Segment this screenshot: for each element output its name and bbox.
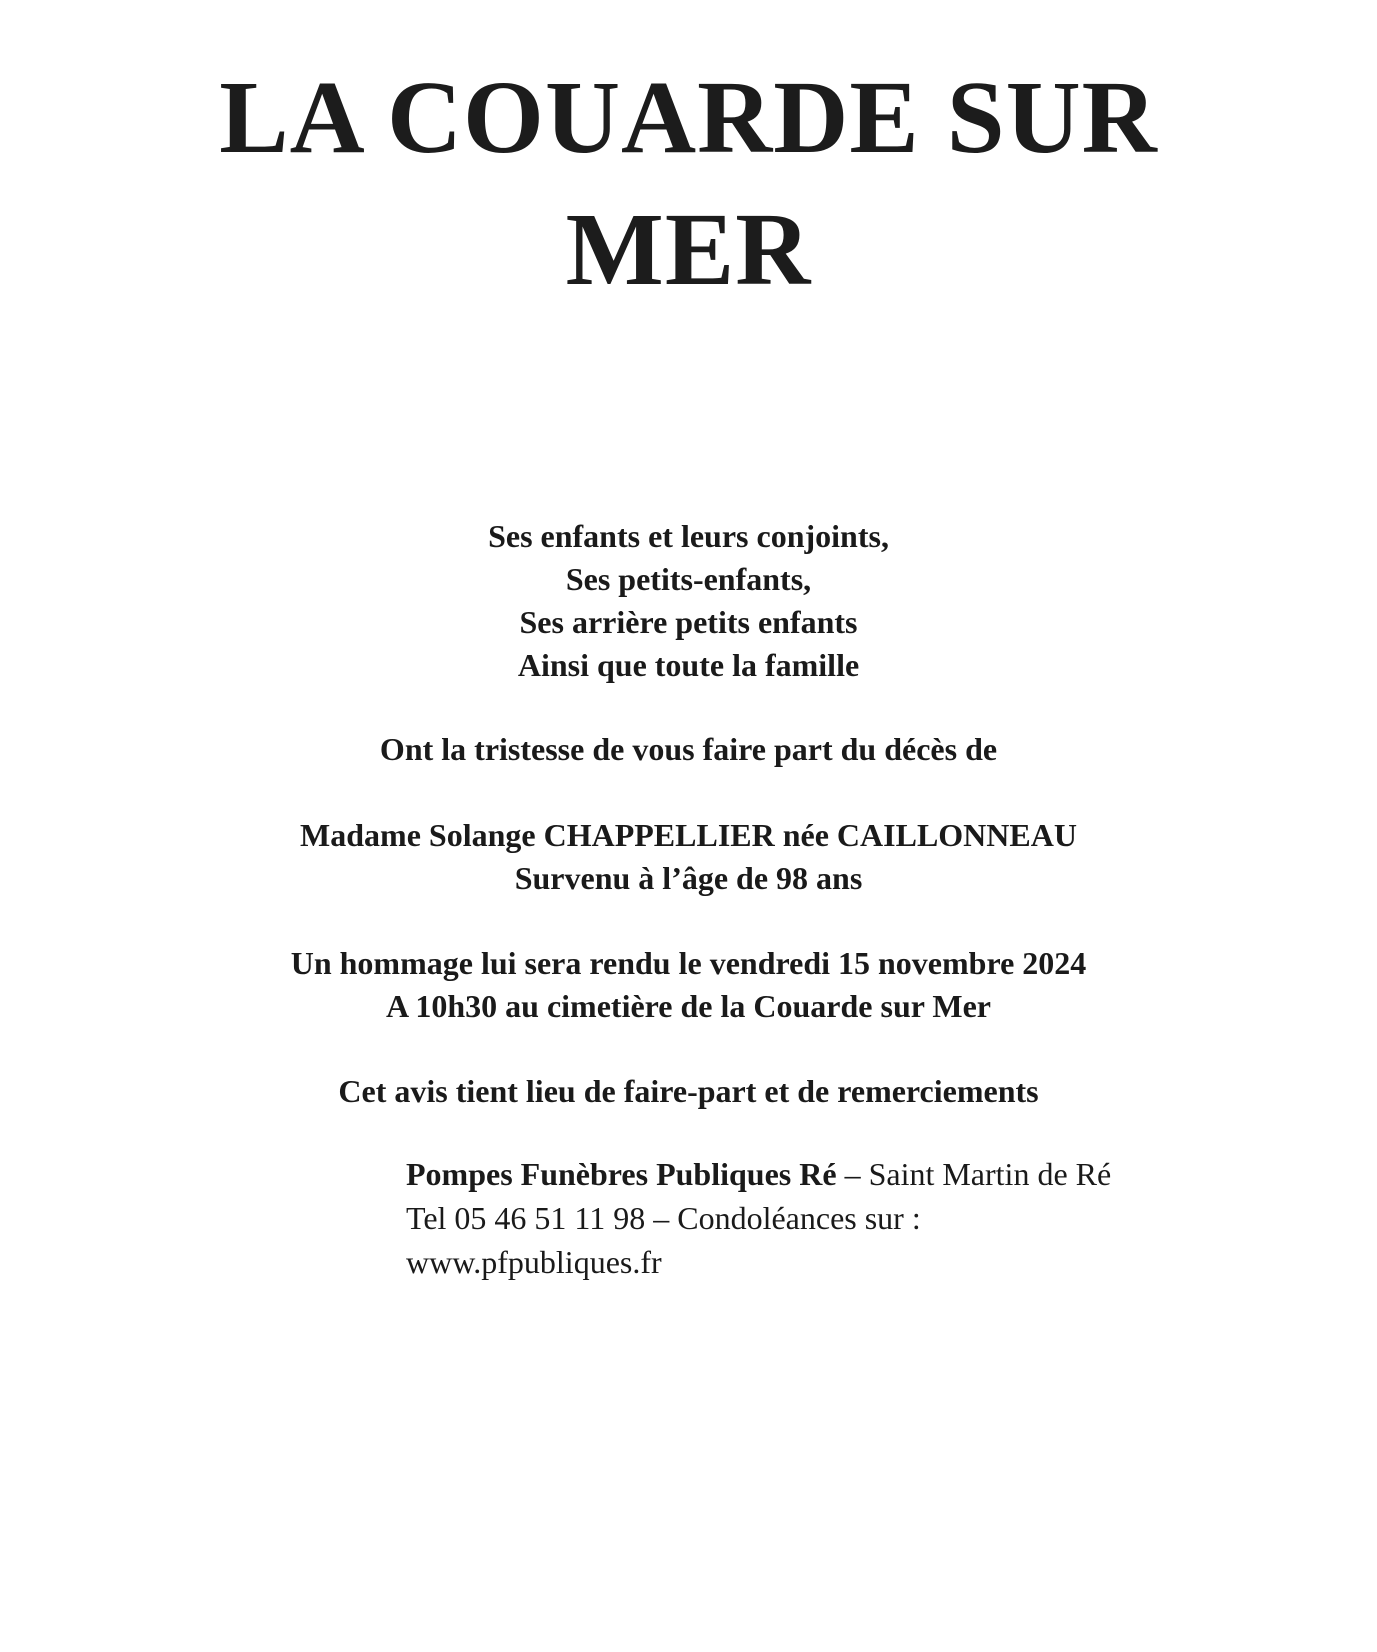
family-line: Ses arrière petits enfants bbox=[519, 604, 858, 640]
deceased-info bbox=[0, 814, 1377, 900]
notice bbox=[0, 1070, 1377, 1113]
announcement bbox=[0, 728, 1377, 771]
family-line: Ainsi que toute la famille bbox=[517, 647, 860, 683]
deceased-name: Madame Solange CHAPPELLIER née CAILLONNEAU bbox=[300, 817, 1077, 853]
notice-text: Cet avis tient lieu de faire-part et de remerciements bbox=[338, 1073, 1039, 1109]
funeral-home-info bbox=[406, 1152, 1111, 1284]
ceremony-place: A 10h30 au cimetière de la Couarde sur Mer bbox=[386, 988, 991, 1024]
ceremony-date: Un hommage lui sera rendu le vendredi 15 novembre 2024 bbox=[290, 945, 1087, 981]
page-title-line-2: MER bbox=[565, 192, 812, 307]
funeral-home-name: Pompes Funèbres Publiques Ré bbox=[406, 1156, 837, 1192]
family-line: Ses enfants et leurs conjoints, bbox=[488, 518, 889, 554]
funeral-home-phone: Tel 05 46 51 11 98 – Condoléances sur : bbox=[406, 1200, 921, 1236]
family-line: Ses petits-enfants, bbox=[565, 561, 812, 597]
funeral-home-location: – Saint Martin de Ré bbox=[836, 1156, 1112, 1192]
page-title-line-1: LA COUARDE SUR bbox=[219, 60, 1158, 175]
announcement-text: Ont la tristesse de vous faire part du décès de bbox=[379, 731, 998, 767]
family-list bbox=[0, 515, 1377, 687]
deceased-age: Survenu à l’âge de 98 ans bbox=[514, 860, 863, 896]
funeral-home-line bbox=[406, 1152, 1111, 1196]
funeral-home-website[interactable]: www.pfpubliques.fr bbox=[406, 1244, 662, 1280]
ceremony-info bbox=[0, 942, 1377, 1028]
